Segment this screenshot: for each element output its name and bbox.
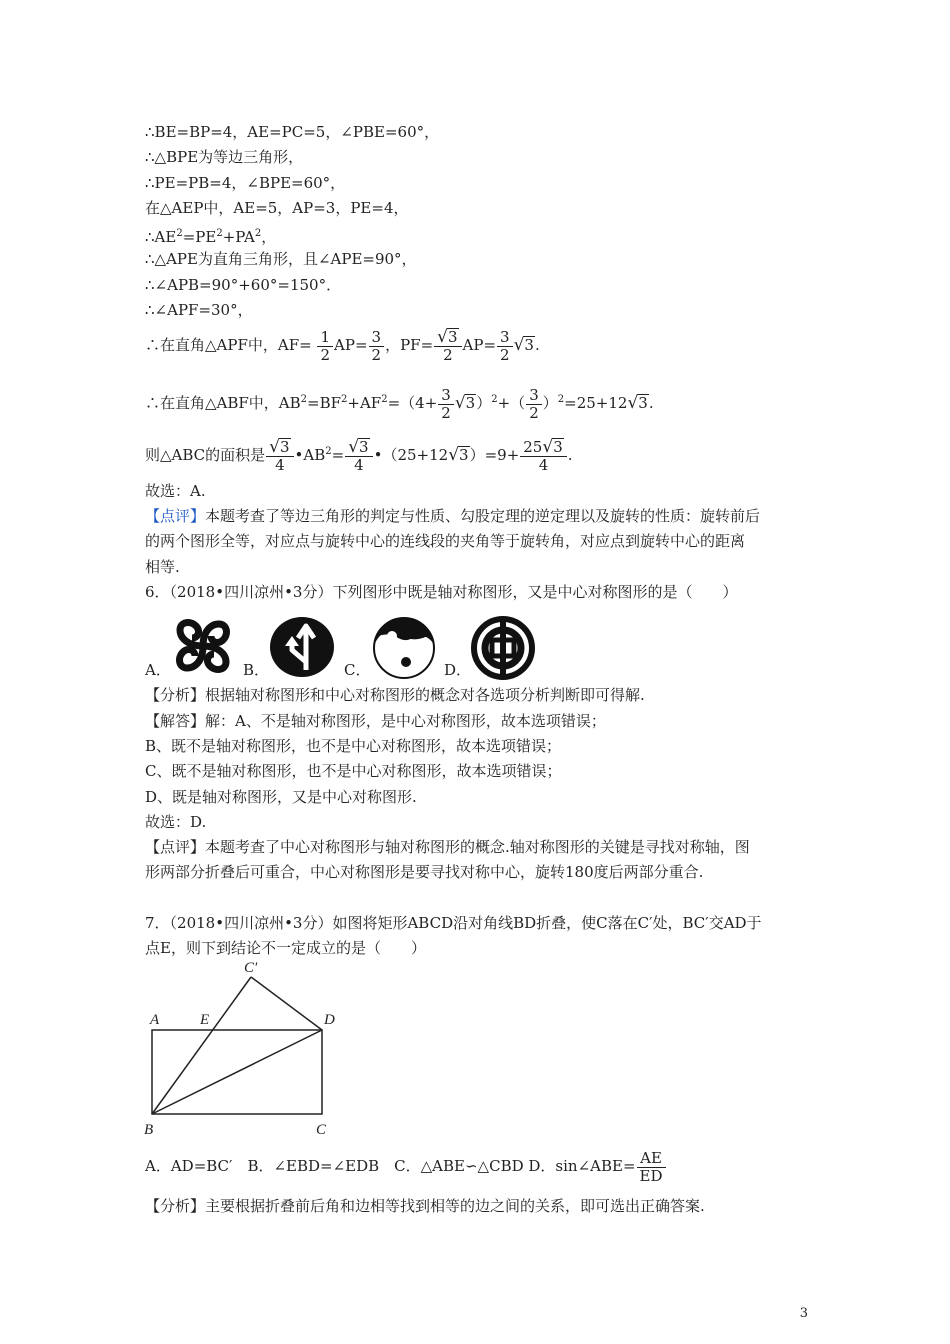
comment-tag: 【点评】 [145, 507, 206, 525]
line-7: ∴∠APB=90°+60°=150°． [145, 276, 342, 294]
label-c-prime: C′ [244, 960, 258, 976]
solution-6: 【解答】解：A、不是轴对称图形，是中心对称图形，故本选项错误； [145, 712, 606, 730]
text: ∴在直角△APF中，AF= [145, 336, 312, 354]
line-14: 的两个图形全等，对应点与旋转中心的连线段的夹角等于旋转角，对应点到旋转中心的距离 [145, 532, 746, 550]
exponent: 2 [341, 394, 348, 405]
option-b-label: B． [243, 661, 270, 679]
fraction [520, 438, 566, 474]
radicand: 3 [359, 438, 369, 456]
numerator [345, 438, 372, 457]
analysis-7: 【分析】主要根据折叠前后角和边相等找到相等的边之间的关系，即可选出正确答案. [145, 1197, 705, 1215]
radical-sign: √ [448, 445, 460, 465]
denominator: ED [639, 1166, 663, 1185]
numerator: 3 [438, 387, 454, 405]
denominator: 2 [320, 345, 331, 364]
coefficient: 25 [523, 438, 543, 456]
question-6: 6．（2018•四川凉州•3分）下列图形中既是轴对称图形，又是中心对称图形的是（ ） [145, 583, 738, 601]
line-11 [145, 432, 573, 475]
fraction [317, 329, 333, 364]
text: ， [261, 228, 277, 246]
line-4: 在△AEP中，AE=5，AP=3，PE=4， [145, 199, 409, 217]
rectangle-fold-figure [140, 958, 350, 1138]
text: 本题考查了等边三角形的判定与性质、勾股定理的逆定理以及旋转的性质：旋转前后 [205, 507, 761, 525]
denominator: 4 [538, 456, 549, 474]
denominator: 2 [443, 346, 453, 364]
label-b: B [144, 1122, 154, 1138]
numerator: 3 [369, 329, 385, 347]
clover-knot-icon [168, 616, 238, 676]
diagonal-bd [152, 1030, 322, 1114]
line-5 [145, 224, 276, 247]
line-2: ∴△BPE为等边三角形， [145, 148, 304, 166]
exponent: 2 [491, 394, 498, 405]
line-8: ∴∠APF=30°， [145, 301, 253, 319]
radical-sign: √ [513, 335, 525, 355]
radicand: 3 [638, 394, 648, 412]
line-13 [145, 506, 760, 526]
text: =PE [182, 228, 217, 246]
fraction [497, 329, 513, 364]
exponent: 2 [557, 394, 565, 405]
solution-6-d: D、既是轴对称图形，又是中心对称图形. [145, 788, 417, 806]
text: A．AD=BC′ B．∠EBD=∠EDB C．△ABE∽△CBD D．sin∠ABE= [145, 1157, 636, 1175]
yin-yang-icon [370, 616, 438, 680]
exponent: 2 [381, 394, 388, 405]
denominator: 2 [529, 403, 539, 422]
option-c-label: C． [344, 661, 371, 679]
question-7-a: 7．（2018•四川凉州•3分）如图将矩形ABCD沿对角线BD折叠，使C落在C′处，BC′交AD于 [145, 914, 762, 932]
text: AP= [334, 336, 368, 354]
denominator: 4 [354, 456, 364, 474]
line-12: 故选：A. [145, 482, 206, 500]
text: ）=9+ [469, 446, 520, 464]
road-sign-icon [268, 616, 336, 678]
text: = [331, 446, 345, 464]
text: =BF [307, 394, 342, 412]
radical-sign: √ [627, 393, 639, 413]
line-1: ∴BE=BP=4，AE=PC=5，∠PBE=60°， [145, 123, 440, 141]
text: +AF [347, 394, 382, 412]
fraction [526, 387, 542, 422]
radical-sign: √ [454, 393, 466, 413]
option-d-label: D． [444, 661, 472, 679]
text: 则△ABC的面积是 [145, 446, 266, 464]
comment-6-a: 【点评】本题考查了中心对称图形与轴对称图形的概念.轴对称图形的关键是寻找对称轴，图 [145, 838, 750, 856]
text: ∴AE [145, 228, 177, 246]
comment-6-b: 形两部分折叠后可重合，中心对称图形是要寻找对称中心，旋转180度后两部分重合. [145, 863, 704, 881]
radical-sign: √ [542, 437, 554, 457]
numerator [266, 438, 293, 457]
denominator: 2 [500, 345, 510, 364]
numerator: 1 [317, 329, 333, 347]
segment-c-prime-d [251, 977, 322, 1030]
radicand: 3 [447, 328, 458, 346]
exponent: 2 [325, 446, 332, 457]
radicand: 3 [280, 438, 290, 456]
radicand: 3 [553, 438, 563, 456]
label-c: C [316, 1122, 327, 1138]
label-a: A [150, 1012, 160, 1028]
answer-6: 故选：D. [145, 813, 207, 831]
numerator: 3 [497, 329, 513, 347]
denominator: 2 [441, 403, 451, 422]
line-9 [145, 325, 540, 365]
text: ∴在直角△ABF中，AB [145, 394, 301, 412]
text: ，PF= [385, 336, 434, 354]
numerator: 3 [526, 387, 542, 405]
line-3: ∴PE=PB=4，∠BPE=60°， [145, 174, 346, 192]
text: ） [542, 394, 558, 412]
text: . [534, 336, 540, 354]
radical-sign: √ [437, 327, 448, 347]
option-a-label: A． [145, 661, 171, 679]
text: AP= [462, 336, 497, 354]
solution-6-c: C、既不是轴对称图形，也不是中心对称图形，故本选项错误； [145, 762, 562, 780]
exponent: 2 [254, 228, 262, 239]
line-15: 相等. [145, 558, 180, 576]
radical-sign: √ [269, 437, 280, 457]
label-d: D [324, 1012, 335, 1028]
denominator: 4 [275, 456, 285, 474]
text: =25+12 [564, 394, 628, 412]
segment-bc-prime [152, 977, 251, 1114]
text: =（4+ [387, 394, 438, 412]
numerator [434, 328, 461, 347]
analysis-6: 【分析】根据轴对称图形和中心对称图形的概念对各选项分析判断即可得解. [145, 686, 645, 704]
fraction [438, 387, 454, 422]
text: •（25+12 [373, 446, 449, 464]
text: •AB [294, 446, 326, 464]
fraction [637, 1150, 666, 1185]
question-7-b: 点E，则下到结论不一定成立的是（ ） [145, 939, 426, 957]
solution-6-b: B、既不是轴对称图形，也不是中心对称图形，故本选项错误； [145, 737, 562, 755]
radical-sign: √ [348, 437, 360, 457]
fraction [434, 328, 461, 364]
text: +（ [497, 394, 526, 412]
exponent: 2 [216, 228, 223, 239]
text: +PA [222, 228, 255, 246]
fraction [369, 329, 385, 364]
line-6: ∴△APE为直角三角形，且∠APE=90°， [145, 250, 417, 268]
text: ） [476, 394, 492, 412]
exponent: 2 [176, 228, 183, 239]
text: . [567, 446, 573, 464]
fraction [266, 438, 293, 474]
radicand: 3 [459, 446, 469, 464]
radicand: 3 [524, 336, 534, 354]
numerator [520, 438, 566, 457]
radicand: 3 [465, 394, 476, 412]
label-e: E [200, 1012, 210, 1028]
question-7-options [145, 1146, 667, 1186]
exponent: 2 [300, 394, 308, 405]
bank-of-china-logo-icon [470, 616, 536, 680]
numerator: AE [637, 1150, 666, 1168]
fraction [345, 438, 372, 474]
text: . [648, 394, 654, 412]
page-number: 3 [799, 1306, 808, 1321]
line-10 [145, 380, 654, 423]
denominator: 2 [371, 345, 382, 364]
